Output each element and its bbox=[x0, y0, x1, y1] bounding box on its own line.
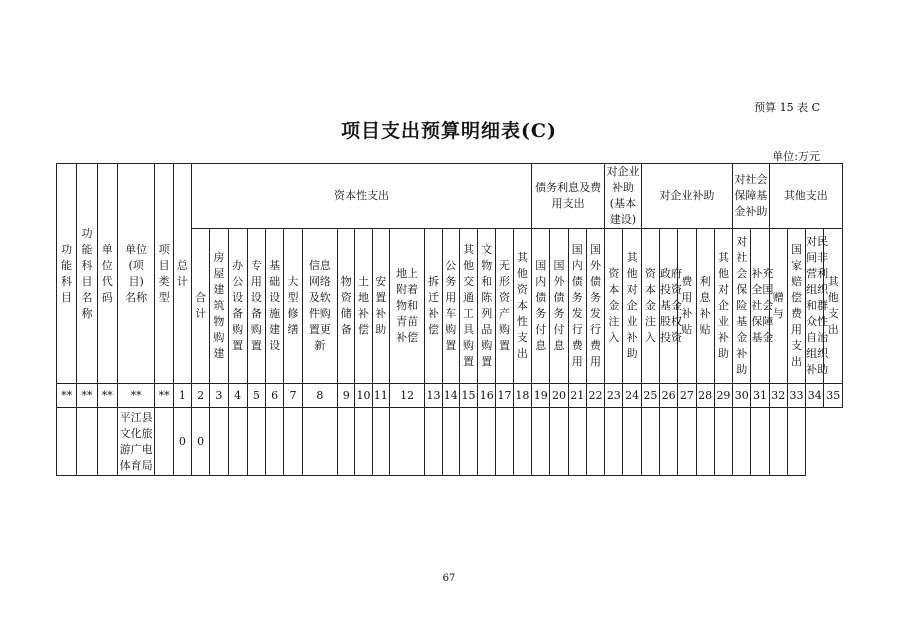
data-cell-subtotal: 0 bbox=[191, 408, 209, 476]
index-cell-34: 34 bbox=[806, 384, 824, 408]
index-cell-2: 2 bbox=[191, 384, 209, 408]
data-cell bbox=[568, 408, 586, 476]
header-group-social: 对社会保障基金补助 bbox=[733, 164, 770, 229]
index-cell-5: 5 bbox=[247, 384, 265, 408]
subheader-6: 大型修缮 bbox=[284, 229, 302, 384]
subheader-2: 房屋建筑物购建 bbox=[210, 229, 228, 384]
index-cell-17: 17 bbox=[496, 384, 513, 408]
index-cell-func-code: ** bbox=[57, 384, 77, 408]
subheader-17: 其他资本性支出 bbox=[513, 229, 531, 384]
subheader-24: 资本金注入 bbox=[641, 229, 659, 384]
subheader-28: 其他对企业补助 bbox=[714, 229, 732, 384]
index-cell-3: 3 bbox=[210, 384, 228, 408]
subheader-12: 拆迁补偿 bbox=[425, 229, 442, 384]
index-cell-18: 18 bbox=[513, 384, 531, 408]
subheader-27: 利息补贴 bbox=[696, 229, 714, 384]
data-cell bbox=[228, 408, 247, 476]
data-cell bbox=[769, 408, 787, 476]
subheader-23: 其他对企业补助 bbox=[623, 229, 641, 384]
index-cell-27: 27 bbox=[678, 384, 696, 408]
subheader-18: 国内债务付息 bbox=[532, 229, 550, 384]
subheader-11: 地上附着物和青苗补偿 bbox=[389, 229, 425, 384]
index-cell-30: 30 bbox=[733, 384, 751, 408]
header-unit-name: 单位(项目)名称 bbox=[117, 164, 155, 384]
index-cell-unit-code: ** bbox=[97, 384, 117, 408]
data-cell bbox=[678, 408, 696, 476]
index-cell-9: 9 bbox=[338, 384, 355, 408]
data-cell bbox=[478, 408, 496, 476]
data-cell-func-name bbox=[77, 408, 97, 476]
data-cell bbox=[787, 408, 805, 476]
data-cell bbox=[714, 408, 732, 476]
index-cell-12: 12 bbox=[389, 384, 425, 408]
subheader-19: 国外债务付息 bbox=[550, 229, 568, 384]
header-func-code: 功能科目 bbox=[57, 164, 77, 384]
header-group-capital: 资本性支出 bbox=[191, 164, 531, 229]
data-cell bbox=[641, 408, 659, 476]
subheader-32: 国家赔偿费用支出 bbox=[787, 229, 805, 384]
header-group-debt: 债务利息及费用支出 bbox=[532, 164, 605, 229]
subheader-26: 费用补贴 bbox=[678, 229, 696, 384]
subheader-34: 其他支出 bbox=[824, 229, 843, 384]
data-cell bbox=[659, 408, 677, 476]
subheader-33: 对民间非营利组织和群众性自治组织补助 bbox=[806, 229, 824, 384]
subheader-1: 合计 bbox=[191, 229, 209, 384]
subheader-15: 文物和陈列品购置 bbox=[478, 229, 496, 384]
index-cell-8: 8 bbox=[302, 384, 338, 408]
subheader-8: 物资储备 bbox=[338, 229, 355, 384]
subheader-5: 基础设施建设 bbox=[266, 229, 284, 384]
subheader-9: 土地补偿 bbox=[355, 229, 372, 384]
data-cell bbox=[496, 408, 513, 476]
data-cell-unit-name: 平江县文化旅游广电体育局 bbox=[117, 408, 155, 476]
index-cell-29: 29 bbox=[714, 384, 732, 408]
index-cell-1: 1 bbox=[173, 384, 191, 408]
index-cell-unit-name: ** bbox=[117, 384, 155, 408]
data-cell bbox=[389, 408, 425, 476]
data-cell bbox=[425, 408, 442, 476]
data-cell bbox=[338, 408, 355, 476]
index-cell-14: 14 bbox=[442, 384, 459, 408]
header-group-enterprise: 对企业补助 bbox=[641, 164, 732, 229]
data-cell bbox=[210, 408, 228, 476]
index-cell-16: 16 bbox=[478, 384, 496, 408]
index-cell-24: 24 bbox=[623, 384, 641, 408]
subheader-30: 补充全国社会保障基金 bbox=[751, 229, 769, 384]
page-number: 67 bbox=[442, 573, 456, 584]
subheader-13: 公务用车购置 bbox=[442, 229, 459, 384]
data-cell-func-code bbox=[57, 408, 77, 476]
data-cell bbox=[247, 408, 265, 476]
subheader-4: 专用设备购置 bbox=[247, 229, 265, 384]
data-cell bbox=[532, 408, 550, 476]
index-cell-project-type: ** bbox=[155, 384, 173, 408]
data-cell bbox=[266, 408, 284, 476]
index-cell-33: 33 bbox=[787, 384, 805, 408]
index-cell-22: 22 bbox=[586, 384, 604, 408]
index-cell-20: 20 bbox=[550, 384, 568, 408]
budget-table-code: 预算 15 表 C bbox=[754, 101, 820, 114]
index-cell-26: 26 bbox=[659, 384, 677, 408]
index-cell-25: 25 bbox=[641, 384, 659, 408]
data-cell bbox=[733, 408, 751, 476]
data-cell bbox=[284, 408, 302, 476]
data-cell bbox=[459, 408, 477, 476]
index-cell-4: 4 bbox=[228, 384, 247, 408]
index-cell-15: 15 bbox=[459, 384, 477, 408]
header-project-type: 项目类型 bbox=[155, 164, 173, 384]
subheader-21: 国外债务发行费用 bbox=[586, 229, 604, 384]
data-cell bbox=[550, 408, 568, 476]
unit-label: 单位:万元 bbox=[772, 150, 820, 163]
subheader-16: 无形资产购置 bbox=[496, 229, 513, 384]
data-cell bbox=[586, 408, 604, 476]
subheader-3: 办公设备购置 bbox=[228, 229, 247, 384]
index-cell-23: 23 bbox=[605, 384, 623, 408]
table-row bbox=[57, 408, 843, 476]
data-cell bbox=[696, 408, 714, 476]
subheader-29: 对社会保险基金补助 bbox=[733, 229, 751, 384]
header-func-name: 功能科目名称 bbox=[77, 164, 97, 384]
index-cell-7: 7 bbox=[284, 384, 302, 408]
index-cell-19: 19 bbox=[532, 384, 550, 408]
index-cell-35: 35 bbox=[824, 384, 843, 408]
header-unit-code: 单位代码 bbox=[97, 164, 117, 384]
data-cell-unit-code bbox=[97, 408, 117, 476]
index-cell-10: 10 bbox=[355, 384, 372, 408]
index-cell-func-name: ** bbox=[77, 384, 97, 408]
data-cell bbox=[751, 408, 769, 476]
subheader-31: 赠与 bbox=[769, 229, 787, 384]
subheader-10: 安置补助 bbox=[372, 229, 389, 384]
data-cell bbox=[355, 408, 372, 476]
data-cell bbox=[513, 408, 531, 476]
subheader-20: 国内债务发行费用 bbox=[568, 229, 586, 384]
subheader-22: 资本金注入 bbox=[605, 229, 623, 384]
data-cell-total: 0 bbox=[173, 408, 191, 476]
data-cell-project-type bbox=[155, 408, 173, 476]
data-cell bbox=[372, 408, 389, 476]
index-cell-21: 21 bbox=[568, 384, 586, 408]
header-group-enterprise-capital: 对企业补助(基本建设) bbox=[605, 164, 642, 229]
subheader-25: 政府投资基金股权投资 bbox=[659, 229, 677, 384]
index-cell-28: 28 bbox=[696, 384, 714, 408]
index-cell-13: 13 bbox=[425, 384, 442, 408]
data-cell bbox=[302, 408, 338, 476]
header-group-other: 其他支出 bbox=[769, 164, 842, 229]
index-cell-6: 6 bbox=[266, 384, 284, 408]
index-cell-11: 11 bbox=[372, 384, 389, 408]
budget-table bbox=[56, 163, 843, 476]
subheader-7: 信息网络及软件购置更新 bbox=[302, 229, 338, 384]
page-title: 项目支出预算明细表(C) bbox=[340, 120, 558, 142]
data-cell bbox=[442, 408, 459, 476]
header-total: 总计 bbox=[173, 164, 191, 384]
subheader-14: 其他交通工具购置 bbox=[459, 229, 477, 384]
index-cell-32: 32 bbox=[769, 384, 787, 408]
data-cell bbox=[623, 408, 641, 476]
data-cell bbox=[605, 408, 623, 476]
index-cell-31: 31 bbox=[751, 384, 769, 408]
